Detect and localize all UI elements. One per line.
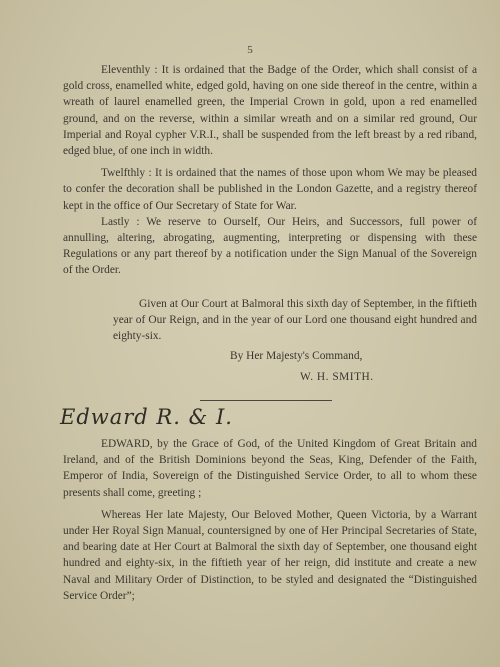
given-at-paragraph (113, 296, 477, 345)
paragraph-twelfthly: Twelfthly : It is ordained that the names of those upon whom We may be pleased to confer the decoration shall be published in the London Gazette, and a registry thereof kept in the office of Our Secretary of State for War. (63, 167, 477, 212)
page-number: 5 (247, 44, 253, 56)
paragraph-lastly: Lastly : We reserve to Ourself, Our Heirs, and Successors, full power of annulling, altering, abrogating, augmenting, interpreting or dispensing with these Regulations or any part thereof by a notification under the Sign Manual of the Sovereign of the Order. (63, 215, 477, 277)
paragraph-whereas: Whereas Her late Majesty, Our Beloved Mother, Queen Victoria, by a Warrant under Her Royal Sign Manual, countersigned by one of Her Principal Secretaries of State, and bearing date at Her Court at Balmoral the sixth day of September, one thousand eight hundred and eighty-six, in the fiftieth year of her reign, did institute and create a new Naval and Military Order of Distinction, to be styled and designated the “Distinguished Service Order”; (63, 508, 477, 602)
paragraph-edward: EDWARD, by the Grace of God, of the United Kingdom of Great Britain and Ireland, and of the British Dominions beyond the Seas, King, Defender of the Faith, Emperor of India, Sovereign of the Distinguished Service Order, to all to whom these presents shall come, greeting ; (63, 438, 477, 499)
command-line: By Her Majesty's Command, (230, 350, 363, 362)
regulations-section (63, 62, 477, 279)
royal-heading: Edward R. & I. (60, 405, 233, 429)
paragraph-eleventhly: Eleventhly : It is ordained that the Badge of the Order, which shall consist of a gold cross, enamelled white, edged gold, having on one side thereof in the centre, within a wreath of laurel enamelled green, the Imperial Crown in gold, upon a red enamelled ground, and on the reverse, within a similar wreath and on a similar red ground, Our Imperial and Royal cypher V.R.I., shall be suspended from the left breast by a red riband, edged blue, of one inch in width. (63, 64, 477, 158)
divider-rule (200, 400, 332, 401)
signatory: W. H. SMITH. (300, 371, 374, 383)
proclamation-section (63, 436, 477, 604)
given-at-text: Given at Our Court at Balmoral this sixth day of September, in the fiftieth year of Our Reign, and in the year of our Lord one thousand eight hundred and eighty-six. (113, 298, 477, 343)
